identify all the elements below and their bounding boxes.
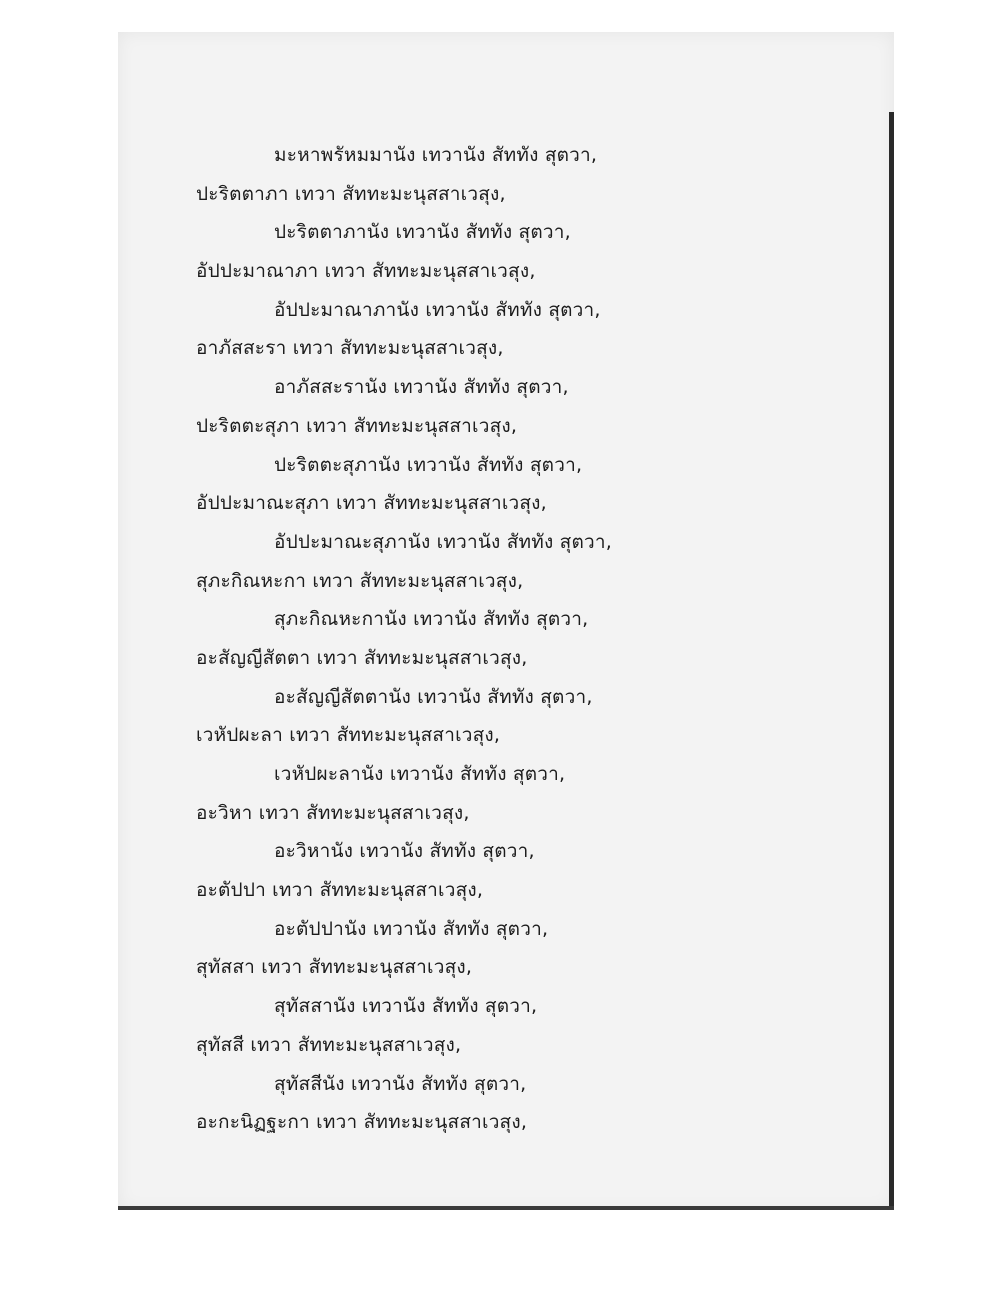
chant-line: อาภัสสะรานัง เทวานัง สัททัง สุตวา, (274, 376, 569, 399)
chant-line: เวหัปผะลานัง เทวานัง สัททัง สุตวา, (274, 763, 566, 785)
chant-line: ปะริตตาภานัง เทวานัง สัททัง สุตวา, (274, 221, 571, 244)
chant-line: อัปปะมาณะสุภานัง เทวานัง สัททัง สุตวา, (274, 530, 612, 553)
chant-line: สุทัสสานัง เทวานัง สัททัง สุตวา, (274, 995, 538, 1018)
chant-line: อะวิหานัง เทวานัง สัททัง สุตวา, (274, 840, 535, 863)
chant-line: อะตัปปา เทวา สัททะมะนุสสาเวสุง, (196, 879, 484, 902)
chant-line: สุภะกิณหะกา เทวา สัททะมะนุสสาเวสุง, (196, 569, 524, 592)
page-edge-shadow-bottom (118, 1206, 894, 1210)
chant-line: อัปปะมาณาภา เทวา สัททะมะนุสสาเวสุง, (196, 260, 536, 283)
chant-line: ปะริตตะสุภานัง เทวานัง สัททัง สุตวา, (274, 453, 583, 476)
chant-line: อาภัสสะรา เทวา สัททะมะนุสสาเวสุง, (196, 337, 504, 360)
chant-line: อะสัญญีสัตตานัง เทวานัง สัททัง สุตวา, (274, 685, 593, 708)
chant-line: ปะริตตาภา เทวา สัททะมะนุสสาเวสุง, (196, 182, 506, 205)
chant-text-block (196, 136, 836, 1142)
chant-line: สุทัสสีนัง เทวานัง สัททัง สุตวา, (274, 1072, 527, 1095)
chant-line: มะหาพรัหมมานัง เทวานัง สัททัง สุตวา, (274, 144, 598, 166)
chant-line: สุภะกิณหะกานัง เทวานัง สัททัง สุตวา, (274, 608, 589, 631)
chant-line: ปะริตตะสุภา เทวา สัททะมะนุสสาเวสุง, (196, 414, 518, 437)
chant-line: อะสัญญีสัตตา เทวา สัททะมะนุสสาเวสุง, (196, 646, 528, 669)
chant-line: อะวิหา เทวา สัททะมะนุสสาเวสุง, (196, 801, 470, 824)
chant-line: อัปปะมาณะสุภา เทวา สัททะมะนุสสาเวสุง, (196, 492, 547, 515)
chant-line: เวหัปผะลา เทวา สัททะมะนุสสาเวสุง, (196, 724, 501, 747)
page-edge-shadow-right (889, 112, 894, 1210)
chant-line: อัปปะมาณาภานัง เทวานัง สัททัง สุตวา, (274, 298, 601, 321)
chant-line: สุทัสสา เทวา สัททะมะนุสสาเวสุง, (196, 956, 473, 979)
chant-line: สุทัสสี เทวา สัททะมะนุสสาเวสุง, (196, 1033, 462, 1056)
chant-line: อะตัปปานัง เทวานัง สัททัง สุตวา, (274, 917, 549, 940)
scanned-page (118, 32, 894, 1210)
chant-line: อะกะนิฏฐะกา เทวา สัททะมะนุสสาเวสุง, (196, 1111, 528, 1134)
